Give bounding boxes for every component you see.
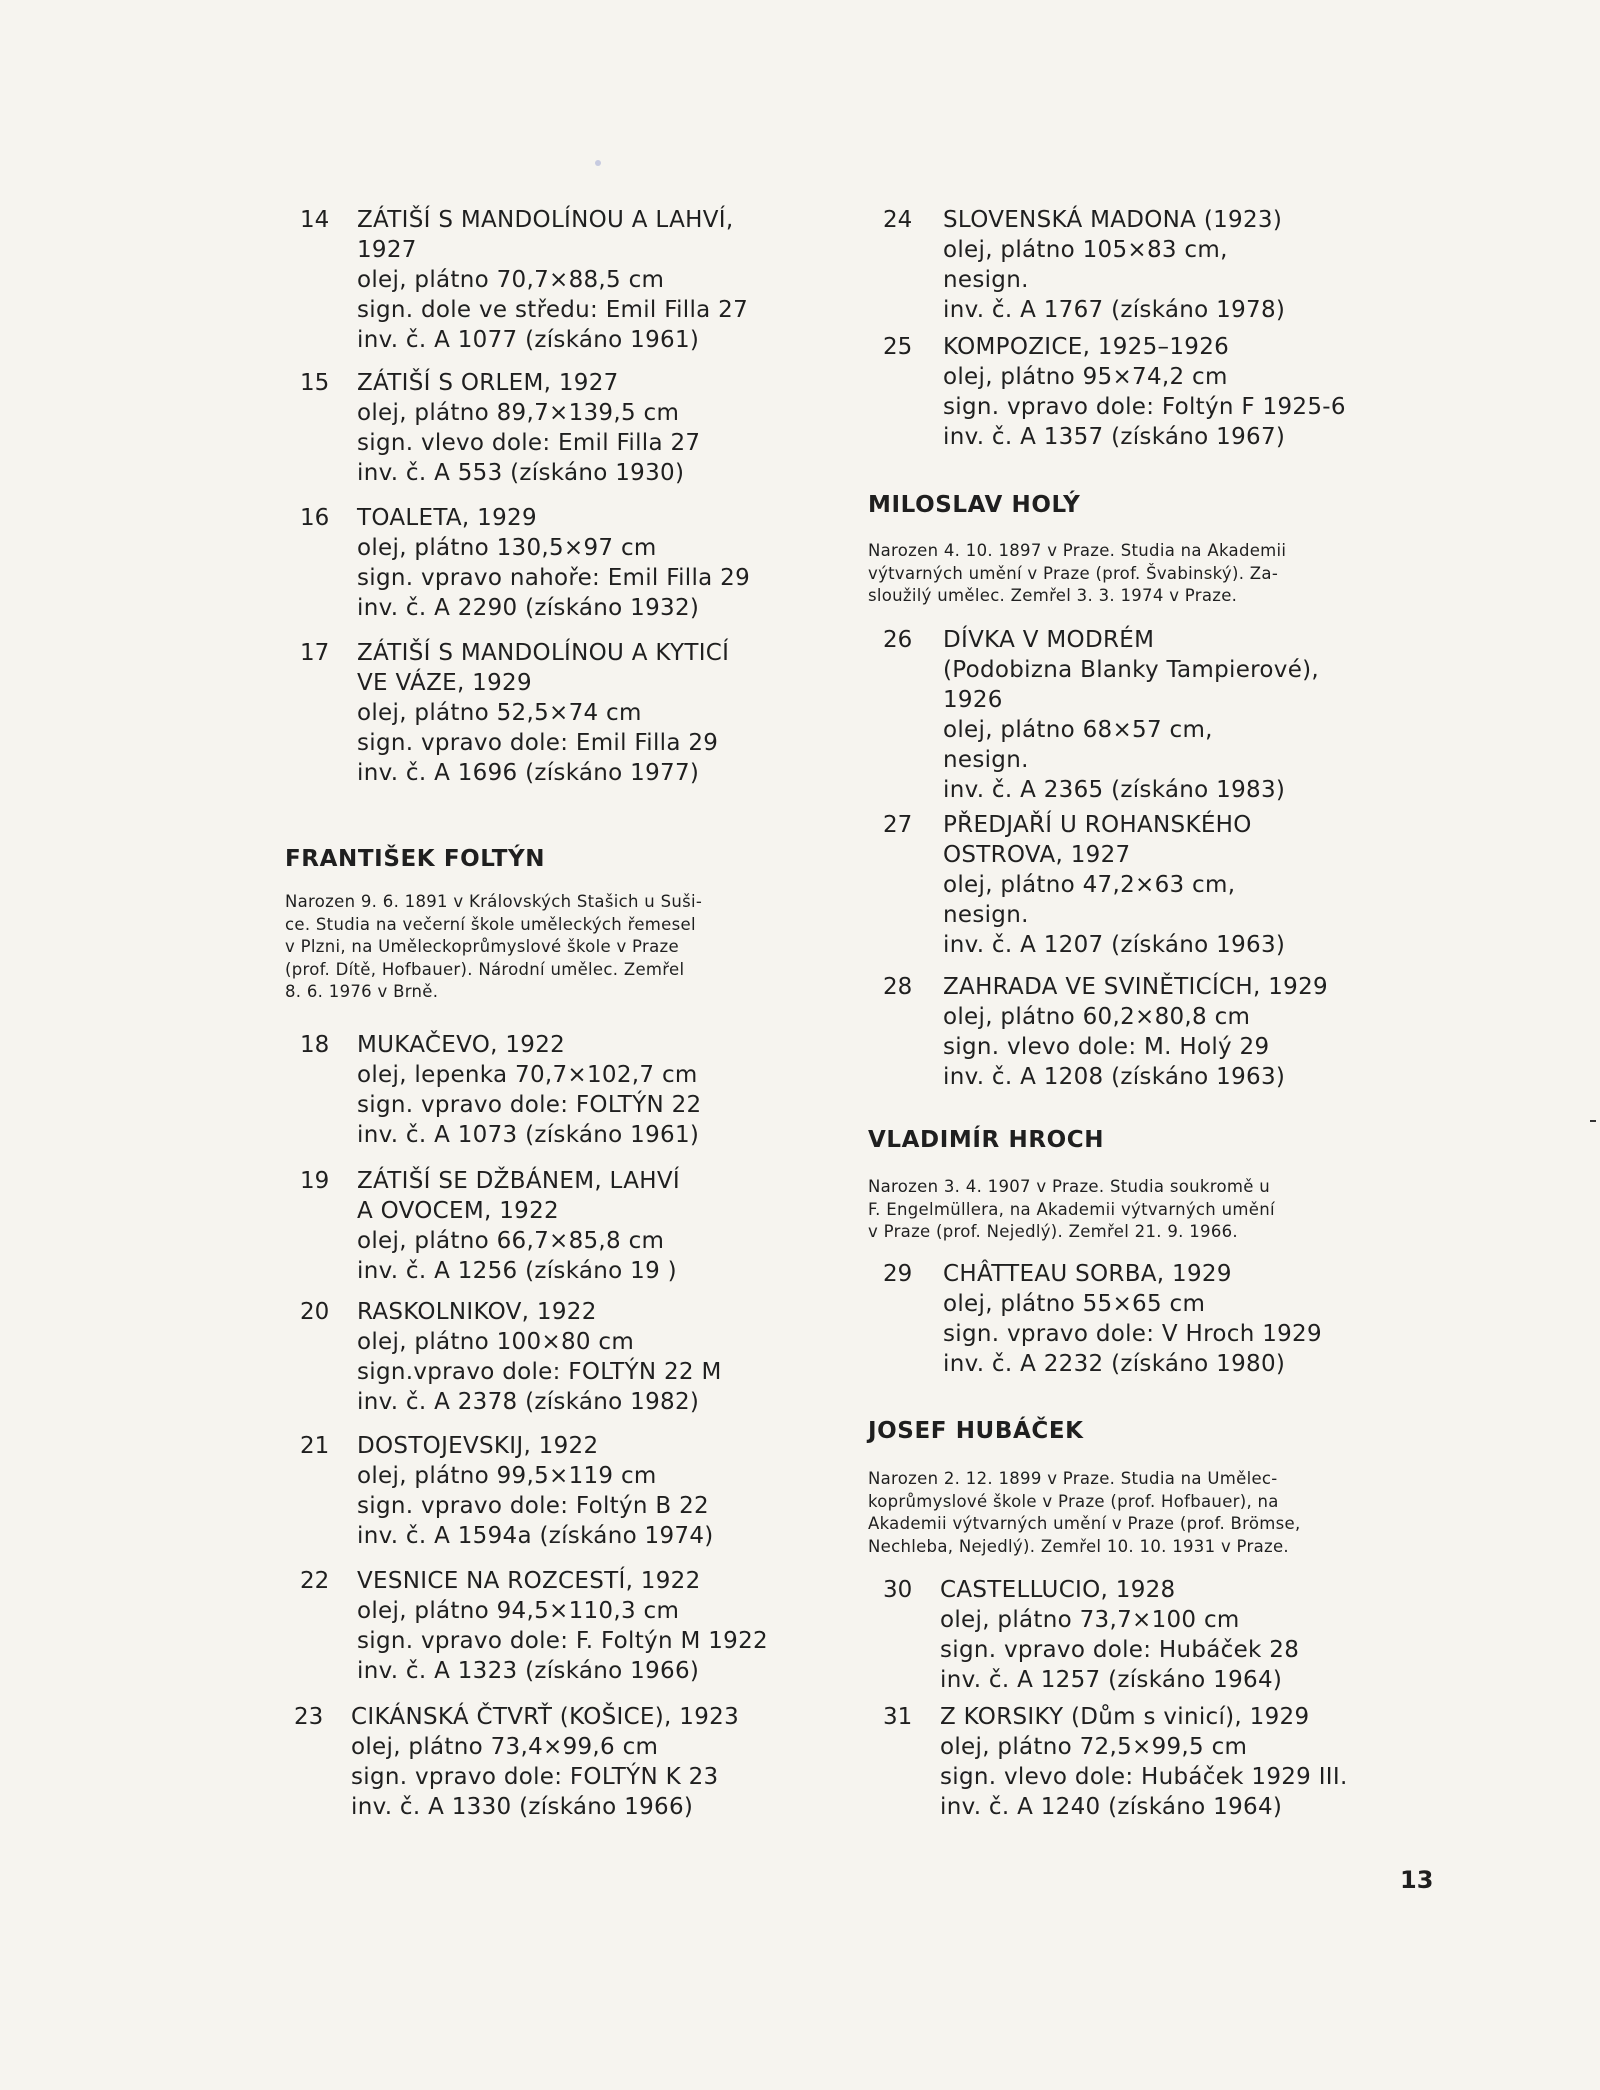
entry-title: CHÂTTEAU SORBA, 1929: [943, 1261, 1232, 1287]
entry-line: inv. č. A 1240 (získáno 1964): [940, 1794, 1283, 1820]
entry-line: inv. č. A 1357 (získáno 1967): [943, 424, 1286, 450]
entry-line: olej, plátno 73,7×100 cm: [940, 1607, 1240, 1633]
entry-line: 1927: [357, 237, 417, 263]
entry-line: sign.vpravo dole: FOLTÝN 22 M: [357, 1359, 722, 1385]
entry-number: 19: [300, 1168, 330, 1194]
entry-line: sign. vlevo dole: M. Holý 29: [943, 1034, 1270, 1060]
entry-line: sign. vpravo dole: F. Foltýn M 1922: [357, 1628, 768, 1654]
artist-bio: [285, 891, 702, 1004]
artist-bio: [868, 1468, 1301, 1558]
entry-number: 29: [883, 1261, 913, 1287]
entry-line: sign. vpravo dole: FOLTÝN K 23: [351, 1764, 719, 1790]
artist-heading: MILOSLAV HOLÝ: [868, 492, 1081, 518]
bio-line: výtvarných umění v Praze (prof. Švabinský). Za-: [868, 563, 1279, 583]
bio-line: Narozen 9. 6. 1891 v Královských Stašich u Suši-: [285, 892, 703, 911]
entry-line: inv. č. A 1073 (získáno 1961): [357, 1122, 700, 1148]
entry-line: olej, plátno 94,5×110,3 cm: [357, 1598, 680, 1624]
entry-line: sign. vpravo dole: Emil Filla 29: [357, 730, 719, 756]
artist-heading: JOSEF HUBÁČEK: [868, 1418, 1084, 1444]
entry-line: inv. č. A 2232 (získáno 1980): [943, 1351, 1286, 1377]
entry-line: VE VÁZE, 1929: [357, 670, 532, 696]
entry-title: ZÁTIŠÍ SE DŽBÁNEM, LAHVÍ: [357, 1168, 680, 1194]
bio-line: F. Engelmüllera, na Akademii výtvarných umění: [868, 1199, 1275, 1219]
entry-number: 26: [883, 627, 913, 653]
entry-line: olej, plátno 68×57 cm,: [943, 717, 1213, 743]
entry-line: olej, plátno 105×83 cm,: [943, 237, 1228, 263]
entry-line: inv. č. A 1767 (získáno 1978): [943, 297, 1286, 323]
entry-number: 15: [300, 370, 330, 396]
entry-line: olej, lepenka 70,7×102,7 cm: [357, 1062, 698, 1088]
entry-line: sign. dole ve středu: Emil Filla 27: [357, 297, 749, 323]
entry-title: ZAHRADA VE SVINĚTICÍCH, 1929: [943, 974, 1328, 1000]
entry-number: 17: [300, 640, 330, 666]
entry-number: 25: [883, 334, 913, 360]
artist-bio: [868, 1176, 1275, 1244]
entry-line: sign. vpravo dole: Hubáček 28: [940, 1637, 1300, 1663]
entry-line: olej, plátno 130,5×97 cm: [357, 535, 657, 561]
entry-line: inv. č. A 1256 (získáno 19 ): [357, 1258, 677, 1284]
artist-heading: VLADIMÍR HROCH: [868, 1127, 1105, 1153]
entry-line: 1926: [943, 687, 1003, 713]
entry-line: (Podobizna Blanky Tampierové),: [943, 657, 1320, 683]
bio-line: ce. Studia na večerní škole uměleckých řemesel: [285, 914, 696, 934]
entry-title: Z KORSIKY (Dům s vinicí), 1929: [940, 1704, 1310, 1730]
entry-line: olej, plátno 99,5×119 cm: [357, 1463, 657, 1489]
entry-line: olej, plátno 72,5×99,5 cm: [940, 1734, 1248, 1760]
entry-line: sign. vpravo dole: V Hroch 1929: [943, 1321, 1322, 1347]
entry-title: ZÁTIŠÍ S MANDOLÍNOU A LAHVÍ,: [357, 207, 734, 233]
entry-line: sign. vlevo dole: Hubáček 1929 III.: [940, 1764, 1348, 1790]
entry-number: 20: [300, 1299, 330, 1325]
bio-line: sloužilý umělec. Zemřel 3. 3. 1974 v Praze.: [868, 586, 1238, 605]
entry-line: inv. č. A 1077 (získáno 1961): [357, 327, 700, 353]
entry-line: olej, plátno 60,2×80,8 cm: [943, 1004, 1251, 1030]
entry-number: 14: [300, 207, 330, 233]
entry-line: olej, plátno 55×65 cm: [943, 1291, 1206, 1317]
page-number: 13: [1400, 1866, 1434, 1894]
entry-line: inv. č. A 1330 (získáno 1966): [351, 1794, 694, 1820]
entry-title: MUKAČEVO, 1922: [357, 1032, 566, 1058]
entry-line: inv. č. A 1696 (získáno 1977): [357, 760, 700, 786]
entry-title: SLOVENSKÁ MADONA (1923): [943, 207, 1283, 233]
entry-line: sign. vpravo dole: Foltýn B 22: [357, 1493, 709, 1519]
artist-bio: [868, 540, 1286, 608]
bio-line: Narozen 3. 4. 1907 v Praze. Studia soukromě u: [868, 1177, 1271, 1196]
entry-line: sign. vlevo dole: Emil Filla 27: [357, 430, 701, 456]
artist-heading: FRANTIŠEK FOLTÝN: [285, 846, 546, 872]
entry-line: inv. č. A 553 (získáno 1930): [357, 460, 685, 486]
entry-line: olej, plátno 89,7×139,5 cm: [357, 400, 680, 426]
entry-title: KOMPOZICE, 1925–1926: [943, 334, 1230, 360]
entry-line: nesign.: [943, 267, 1029, 293]
entry-title: DÍVKA V MODRÉM: [943, 627, 1155, 653]
bio-line: 8. 6. 1976 v Brně.: [285, 982, 439, 1001]
entry-line: olej, plátno 70,7×88,5 cm: [357, 267, 665, 293]
entry-line: nesign.: [943, 902, 1029, 928]
entry-number: 21: [300, 1433, 330, 1459]
entry-title: DOSTOJEVSKIJ, 1922: [357, 1433, 599, 1459]
entry-title: PŘEDJAŘÍ U ROHANSKÉHO: [943, 812, 1252, 838]
entry-number: 23: [294, 1704, 324, 1730]
bio-line: Akademii výtvarných umění v Praze (prof. Brömse,: [868, 1514, 1301, 1533]
entry-line: olej, plátno 73,4×99,6 cm: [351, 1734, 659, 1760]
bio-line: Narozen 4. 10. 1897 v Praze. Studia na Akademii: [868, 541, 1287, 560]
entry-title: TOALETA, 1929: [357, 505, 537, 531]
entry-title: CIKÁNSKÁ ČTVRŤ (KOŠICE), 1923: [351, 1704, 739, 1730]
entry-line: olej, plátno 47,2×63 cm,: [943, 872, 1236, 898]
entry-line: olej, plátno 52,5×74 cm: [357, 700, 642, 726]
entry-line: olej, plátno 95×74,2 cm: [943, 364, 1228, 390]
entry-line: inv. č. A 1323 (získáno 1966): [357, 1658, 700, 1684]
entry-line: inv. č. A 1594a (získáno 1974): [357, 1523, 714, 1549]
entry-line: sign. vpravo dole: Foltýn F 1925-6: [943, 394, 1346, 420]
paper-speck: [595, 160, 601, 166]
paper-mark: [1590, 1120, 1596, 1122]
entry-line: inv. č. A 2365 (získáno 1983): [943, 777, 1286, 803]
entry-number: 22: [300, 1568, 330, 1594]
entry-line: A OVOCEM, 1922: [357, 1198, 559, 1224]
entry-title: VESNICE NA ROZCESTÍ, 1922: [357, 1568, 701, 1594]
entry-title: RASKOLNIKOV, 1922: [357, 1299, 597, 1325]
entry-number: 16: [300, 505, 330, 531]
entry-line: OSTROVA, 1927: [943, 842, 1131, 868]
bio-line: (prof. Dítě, Hofbauer). Národní umělec. Zemřel: [285, 959, 685, 979]
entry-number: 27: [883, 812, 913, 838]
entry-line: olej, plátno 66,7×85,8 cm: [357, 1228, 665, 1254]
entry-line: inv. č. A 1257 (získáno 1964): [940, 1667, 1283, 1693]
bio-line: Nechleba, Nejedlý). Zemřel 10. 10. 1931 v Praze.: [868, 1536, 1289, 1556]
bio-line: koprůmyslové škole v Praze (prof. Hofbauer), na: [868, 1491, 1279, 1511]
bio-line: v Plzni, na Uměleckoprůmyslové škole v Praze: [285, 937, 679, 956]
entry-line: inv. č. A 2290 (získáno 1932): [357, 595, 700, 621]
entry-line: sign. vpravo nahoře: Emil Filla 29: [357, 565, 751, 591]
bio-line: v Praze (prof. Nejedlý). Zemřel 21. 9. 1966.: [868, 1222, 1238, 1241]
entry-title: CASTELLUCIO, 1928: [940, 1577, 1176, 1603]
entry-title: ZÁTIŠÍ S ORLEM, 1927: [357, 370, 619, 396]
entry-line: inv. č. A 2378 (získáno 1982): [357, 1389, 700, 1415]
entry-line: inv. č. A 1208 (získáno 1963): [943, 1064, 1286, 1090]
entry-number: 18: [300, 1032, 330, 1058]
entry-number: 24: [883, 207, 913, 233]
entry-number: 31: [883, 1704, 913, 1730]
entry-line: olej, plátno 100×80 cm: [357, 1329, 635, 1355]
entry-number: 28: [883, 974, 913, 1000]
entry-title: ZÁTIŠÍ S MANDOLÍNOU A KYTICÍ: [357, 640, 730, 666]
entry-line: inv. č. A 1207 (získáno 1963): [943, 932, 1286, 958]
entry-number: 30: [883, 1577, 913, 1603]
bio-line: Narozen 2. 12. 1899 v Praze. Studia na Uměleс-: [868, 1469, 1278, 1488]
entry-line: sign. vpravo dole: FOLTÝN 22: [357, 1092, 702, 1118]
entry-line: nesign.: [943, 747, 1029, 773]
